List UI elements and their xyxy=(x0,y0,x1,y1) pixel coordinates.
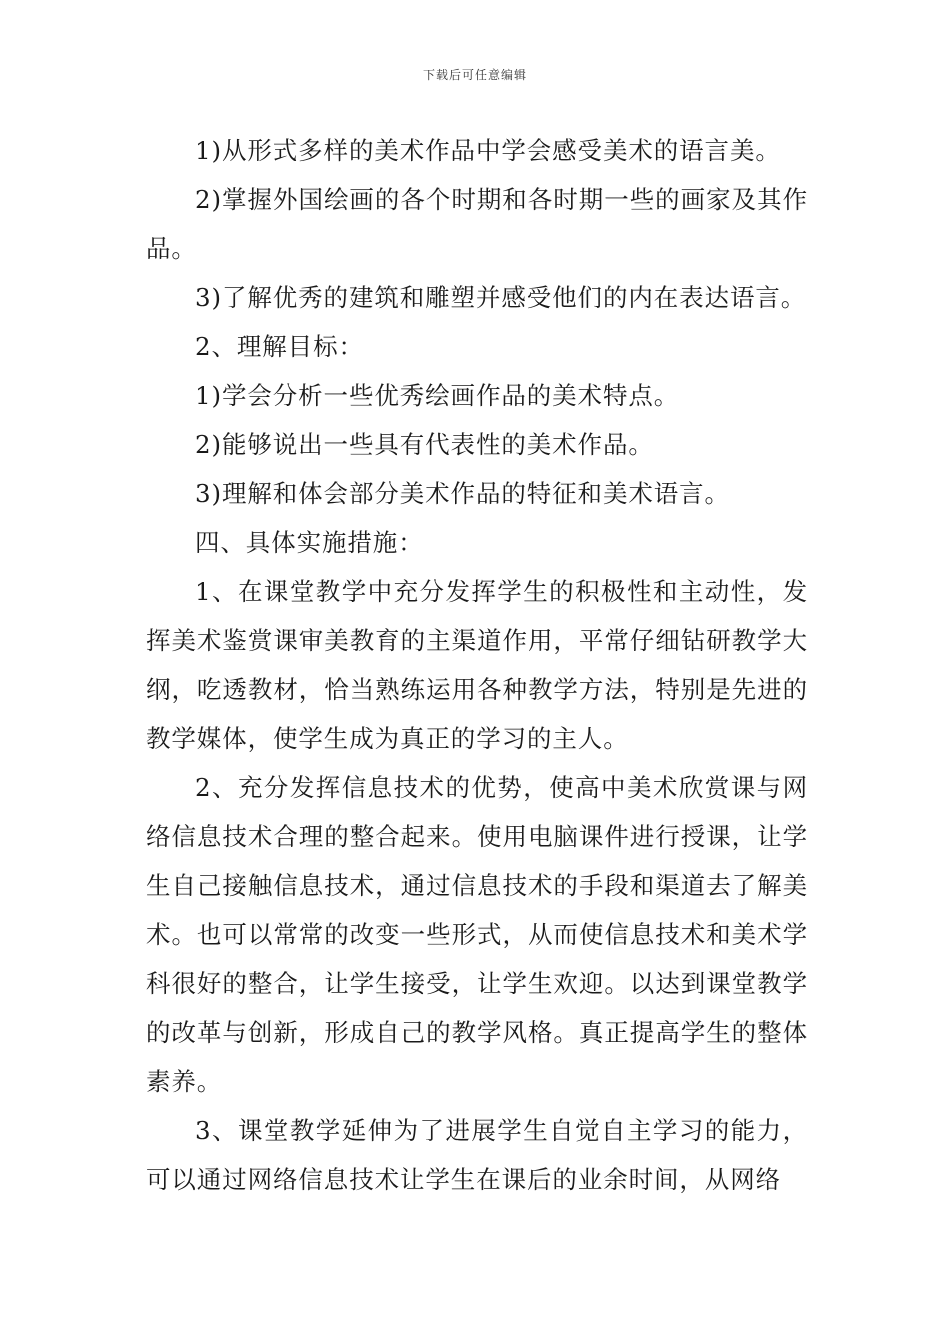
paragraph: 1)从形式多样的美术作品中学会感受美术的语言美。 xyxy=(195,136,781,165)
paragraph: 3、课堂教学延伸为了进展学生自觉自主学习的能力，可以通过网络信息技术让学生在课后的业余时间，从网络 xyxy=(146,1116,808,1194)
paragraph: 3)了解优秀的建筑和雕塑并感受他们的内在表达语言。 xyxy=(195,283,807,312)
paragraph: 2、充分发挥信息技术的优势，使高中美术欣赏课与网络信息技术合理的整合起来。使用电脑课件进行授课，让学生自己接触信息技术，通过信息技术的手段和渠道去了解美术。也可以常常的改变一些形式，从而使信息技术和美术学科很好的整合，让学生接受，让学生欢迎。以达到课堂教学的改革与创新，形成自己的教学风格。真正提高学生的整体素养。 xyxy=(146,773,808,1096)
document-body xyxy=(146,126,808,1204)
paragraph: 1、在课堂教学中充分发挥学生的积极性和主动性，发挥美术鉴赏课审美教育的主渠道作用，平常仔细钻研教学大纲，吃透教材，恰当熟练运用各种教学方法，特别是先进的教学媒体，使学生成为真正的学习的主人。 xyxy=(146,577,808,753)
section-heading: 四、具体实施措施： xyxy=(195,528,424,557)
paragraph: 2)掌握外国绘画的各个时期和各时期一些的画家及其作品。 xyxy=(146,185,808,263)
section-heading: 2、理解目标： xyxy=(195,332,364,361)
paragraph: 1)学会分析一些优秀绘画作品的美术特点。 xyxy=(195,381,680,410)
paragraph: 3)理解和体会部分美术作品的特征和美术语言。 xyxy=(195,479,730,508)
header-note: 下载后可任意编辑 xyxy=(422,68,527,82)
paragraph: 2)能够说出一些具有代表性的美术作品。 xyxy=(195,430,654,459)
